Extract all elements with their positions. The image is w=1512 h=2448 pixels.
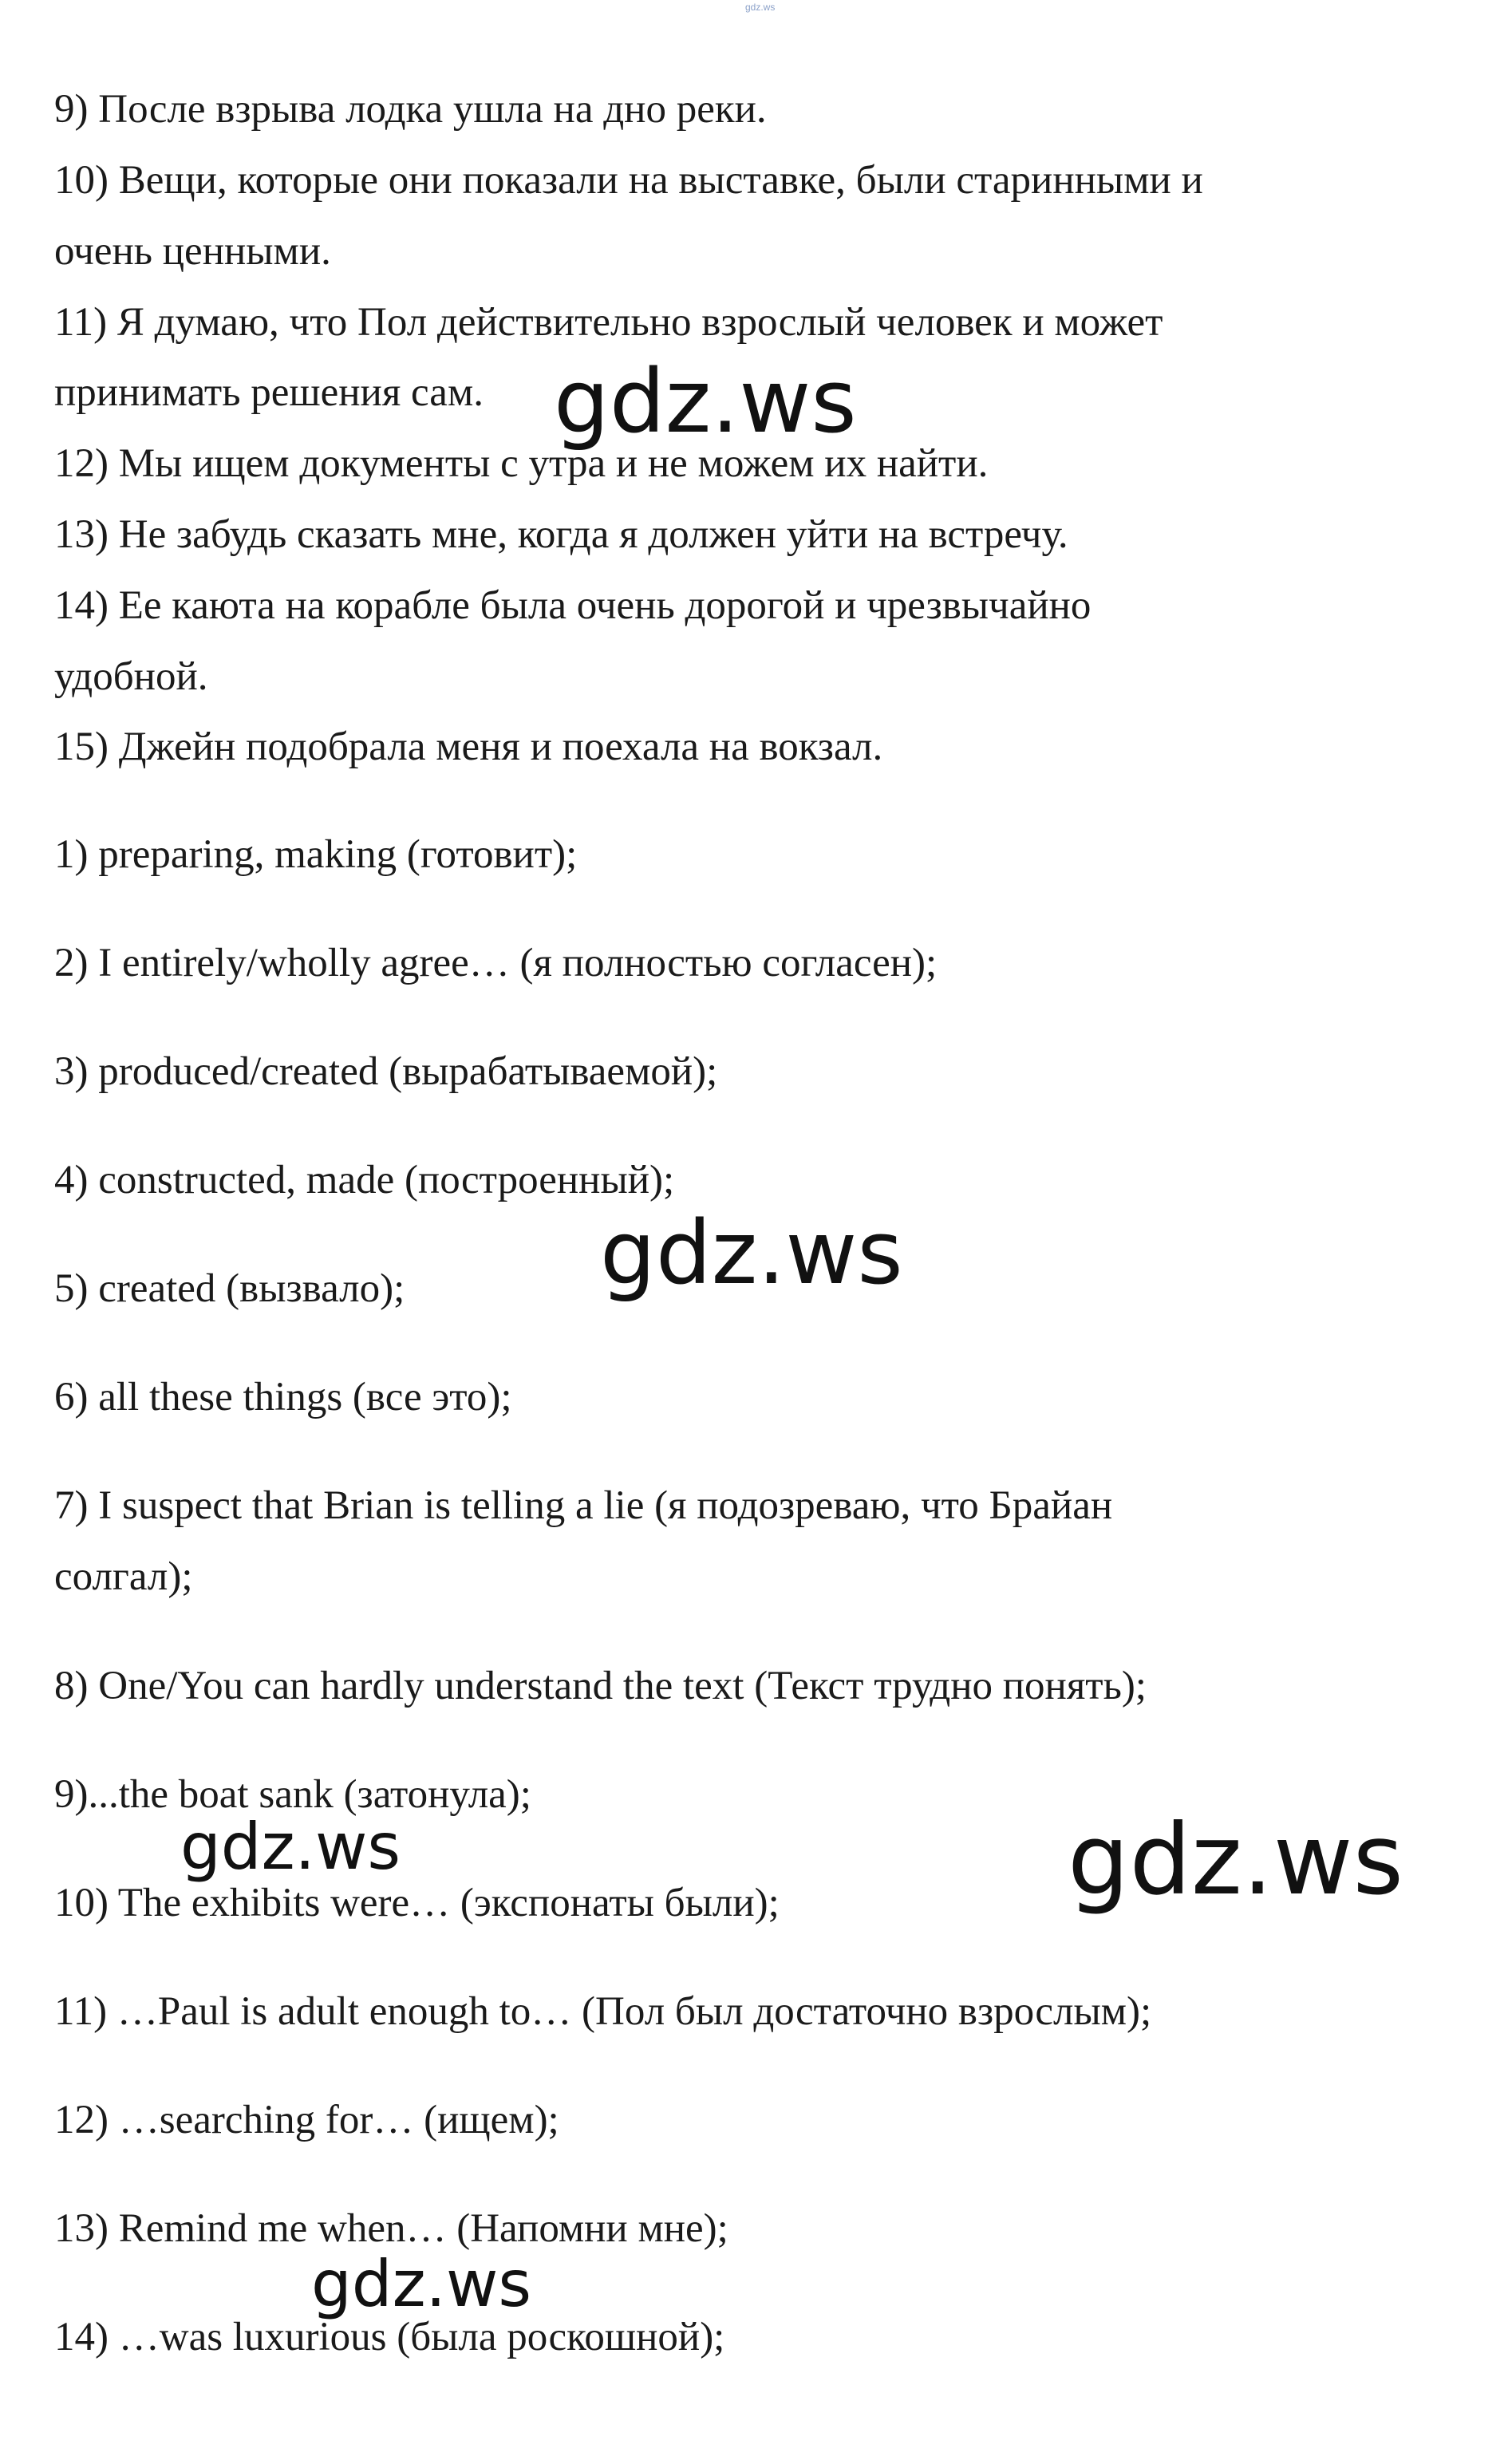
- translation-line: удобной.: [54, 654, 208, 699]
- answer-line: 2) I entirely/wholly agree… (я полностью согласен);: [54, 941, 938, 985]
- translation-line: 9) После взрыва лодка ушла на дно реки.: [54, 87, 767, 132]
- answer-line: 10) The exhibits were… (экспонаты были);: [54, 1881, 780, 1925]
- watermark: gdz.ws: [180, 1810, 401, 1884]
- answer-line: 4) constructed, made (построенный);: [54, 1158, 675, 1202]
- answer-line: солгал);: [54, 1554, 193, 1599]
- translation-line: 12) Мы ищем документы с утра и не можем их найти.: [54, 441, 989, 486]
- answer-line: 6) all these things (все это);: [54, 1375, 512, 1419]
- translation-line: принимать решения сам.: [54, 370, 484, 415]
- translation-line: очень ценными.: [54, 229, 331, 274]
- top-watermark: gdz.ws: [745, 2, 776, 13]
- answer-line: 12) …searching for… (ищем);: [54, 2098, 559, 2142]
- answer-line: 14) …was luxurious (была роскошной);: [54, 2315, 725, 2359]
- watermark: gdz.ws: [600, 1202, 903, 1304]
- watermark: gdz.ws: [554, 350, 857, 452]
- translation-line: 14) Ее каюта на корабле была очень дорогой и чрезвычайно: [54, 583, 1092, 628]
- answer-line: 7) I suspect that Brian is telling a lie (я подозреваю, что Брайан: [54, 1483, 1113, 1528]
- answer-line: 13) Remind me when… (Напомни мне);: [54, 2206, 728, 2251]
- watermark: gdz.ws: [311, 2247, 532, 2321]
- answer-line: 8) One/You can hardly understand the text (Текст трудно понять);: [54, 1664, 1147, 1708]
- translation-line: 11) Я думаю, что Пол действительно взрослый человек и может: [54, 300, 1163, 345]
- translation-line: 10) Вещи, которые они показали на выставке, были старинными и: [54, 158, 1203, 203]
- translation-line: 15) Джейн подобрала меня и поехала на вокзал.: [54, 725, 883, 769]
- watermark: gdz.ws: [1068, 1803, 1404, 1917]
- answer-line: 1) preparing, making (готовит);: [54, 832, 578, 877]
- answer-line: 9)...the boat sank (затонула);: [54, 1772, 531, 1817]
- answer-line: 11) …Paul is adult enough to… (Пол был достаточно взрослым);: [54, 1989, 1152, 2034]
- translation-line: 13) Не забудь сказать мне, когда я должен уйти на встречу.: [54, 512, 1068, 557]
- answer-line: 5) created (вызвало);: [54, 1266, 405, 1311]
- answer-line: 3) produced/created (вырабатываемой);: [54, 1049, 718, 1094]
